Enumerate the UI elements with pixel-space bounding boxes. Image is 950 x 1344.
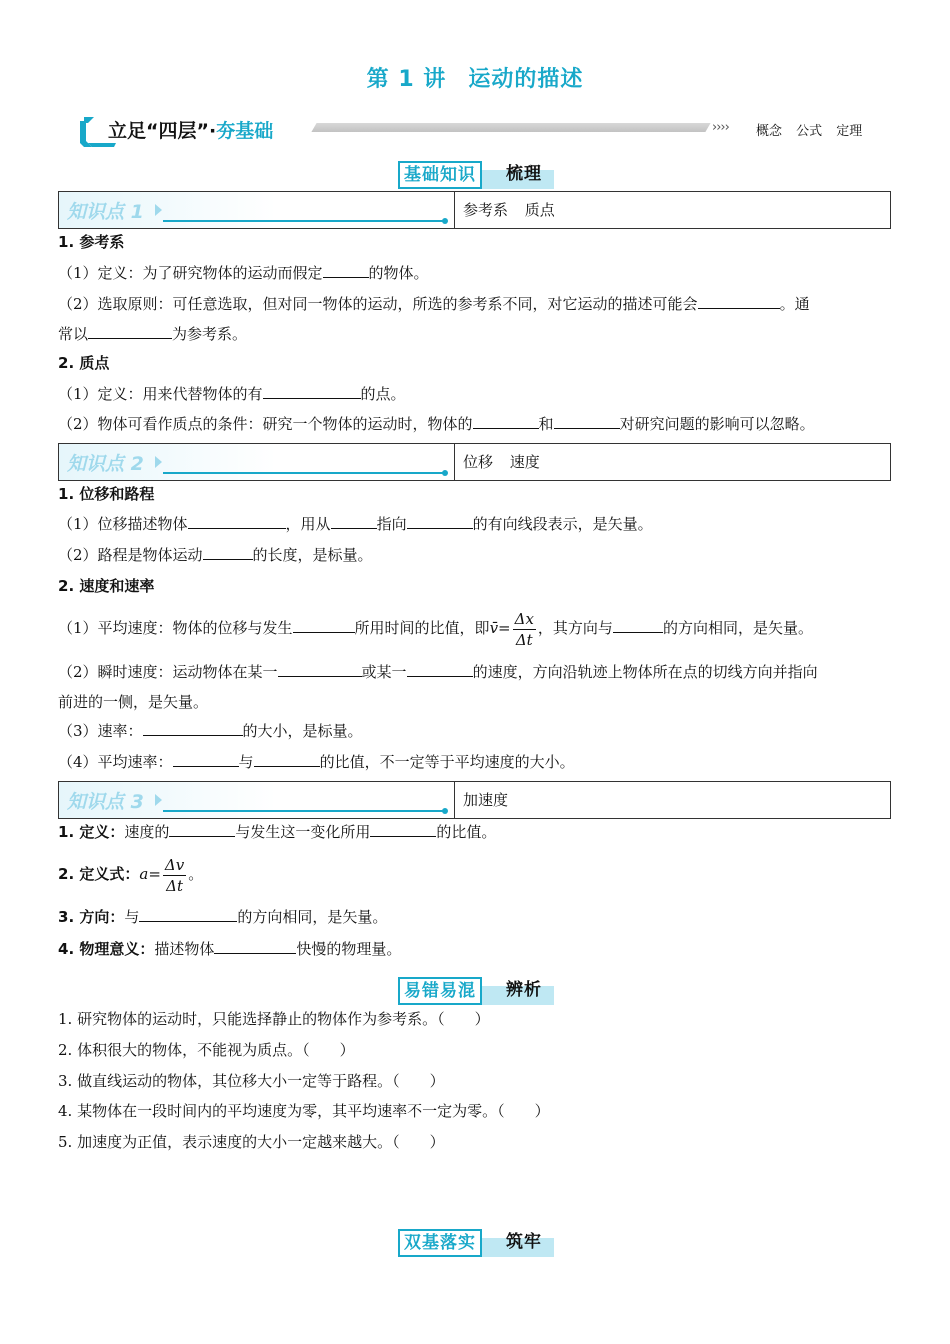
fill-blank[interactable] xyxy=(263,384,361,399)
section-heading-label: 基础知识 xyxy=(398,161,482,189)
kp3-line-3 xyxy=(58,906,892,928)
lecture-number: 第 1 讲 xyxy=(366,67,447,92)
kp2-heading-1 xyxy=(58,483,892,505)
kp-left-panel xyxy=(59,192,455,228)
text: （4）平均速率： xyxy=(58,753,173,771)
kp1-heading-2 xyxy=(58,352,892,374)
section-heading-right: 筑牢 xyxy=(506,1232,542,1252)
fill-blank[interactable] xyxy=(169,822,235,837)
kp-left-panel xyxy=(59,444,455,480)
text: 的大小，是标量。 xyxy=(242,722,363,740)
fill-blank[interactable] xyxy=(173,752,239,767)
knowledge-point-3-header xyxy=(58,781,891,819)
kp-label: 知识点 3 xyxy=(67,791,144,813)
kp3-line-2 xyxy=(58,852,892,896)
heading-number: 1 xyxy=(58,485,69,503)
text: 对研究问题的影响可以忽略。 xyxy=(619,415,815,433)
text: （1）定义：用来代替物体的有 xyxy=(58,385,263,403)
lecture-topic: 运动的描述 xyxy=(468,67,584,92)
kp2-line-2 xyxy=(58,544,892,566)
fill-blank[interactable] xyxy=(203,545,253,560)
fill-blank[interactable] xyxy=(278,662,362,677)
text: 。 xyxy=(188,865,204,883)
banner-dot: · xyxy=(209,120,217,142)
fill-blank[interactable] xyxy=(254,752,320,767)
avg-velocity-symbol: v̄ xyxy=(489,619,499,637)
kp3-line-1 xyxy=(58,821,892,843)
kp1-line-3 xyxy=(58,323,892,345)
kp1-line-4 xyxy=(58,383,892,405)
fill-blank[interactable] xyxy=(407,514,473,529)
kp2-line-3 xyxy=(58,606,892,650)
heading-number: 1 xyxy=(58,233,69,251)
text: （2）物体可看作质点的条件：研究一个物体的运动时，物体的 xyxy=(58,415,473,433)
kp2-line-7 xyxy=(58,751,892,773)
kp2-line-6 xyxy=(58,720,892,742)
text: 或某一 xyxy=(361,663,407,681)
heading-text: . 定义式： xyxy=(68,865,140,883)
heading-text: . 物理意义： xyxy=(68,940,155,958)
section-heading-right: 梳理 xyxy=(506,164,542,184)
heading-number: 2 xyxy=(58,577,69,595)
text: 常以 xyxy=(58,325,89,343)
fill-blank[interactable] xyxy=(293,618,355,633)
heading-number: 4 xyxy=(58,940,69,958)
fill-blank[interactable] xyxy=(331,514,377,529)
fill-blank[interactable] xyxy=(214,939,296,954)
fraction-numerator: Δx xyxy=(514,609,534,628)
banner-chevrons: ›››› xyxy=(712,120,729,135)
text: （1）定义：为了研究物体的运动而假定 xyxy=(58,264,323,282)
kp2-heading-2 xyxy=(58,575,892,597)
kp1-line-1 xyxy=(58,262,892,284)
fill-blank[interactable] xyxy=(323,263,369,278)
heading-text: . 参考系 xyxy=(68,233,125,251)
text: （1）位移描述物体 xyxy=(58,515,188,533)
heading-text: . 质点 xyxy=(68,354,110,372)
heading-number: 2 xyxy=(58,354,69,372)
text: ，其方向与 xyxy=(537,619,613,637)
judgement-item-5: 5. 加速度为正值，表示速度的大小一定越来越大。（ ） xyxy=(58,1133,445,1151)
text: 的方向相同，是矢量。 xyxy=(237,908,388,926)
heading-text: . 方向： xyxy=(68,908,125,926)
section-heading-practice xyxy=(398,1229,558,1259)
text: ，用从 xyxy=(285,515,331,533)
text: 的长度，是标量。 xyxy=(252,546,373,564)
kp-underline xyxy=(163,472,445,474)
kp-arrow-icon xyxy=(155,794,162,806)
text: 和 xyxy=(538,415,554,433)
banner-tags: 概念 公式 定理 xyxy=(756,124,863,139)
text: 的方向相同，是矢量。 xyxy=(662,619,813,637)
section-heading-label: 双基落实 xyxy=(398,1229,482,1257)
judgement-item-2: 2. 体积很大的物体，不能视为质点。（ ） xyxy=(58,1041,355,1059)
text: （2）瞬时速度：运动物体在某一 xyxy=(58,663,278,681)
kp-dot-icon xyxy=(442,218,448,224)
fill-blank[interactable] xyxy=(473,414,539,429)
heading-number: 3 xyxy=(58,908,69,926)
fraction-numerator: Δv xyxy=(164,855,185,874)
text: （2）选取原则：可任意选取，但对同一物体的运动，所选的参考系不同，对它运动的描述可能会 xyxy=(58,295,698,313)
kp3-line-4 xyxy=(58,938,892,960)
kp-title: 参考系 质点 xyxy=(463,201,555,219)
fraction-dv-dt xyxy=(163,855,186,896)
heading-number: 2 xyxy=(58,865,69,883)
kp1-line-2 xyxy=(58,293,892,315)
fill-blank[interactable] xyxy=(139,907,237,922)
fill-blank[interactable] xyxy=(554,414,620,429)
fraction-dx-dt xyxy=(513,609,536,650)
heading-text: . 位移和路程 xyxy=(68,485,155,503)
text: 。通 xyxy=(779,295,810,313)
knowledge-point-2-header xyxy=(58,443,891,481)
text: 描述物体 xyxy=(154,940,215,958)
text: 与 xyxy=(238,753,254,771)
text: 速度的 xyxy=(124,823,170,841)
chapter-banner xyxy=(78,113,878,147)
fraction-denominator: Δt xyxy=(166,876,183,895)
kp1-line-5 xyxy=(58,413,892,435)
section-heading-label: 易错易混 xyxy=(398,977,482,1005)
text: 的点。 xyxy=(360,385,406,403)
kp1-heading-1 xyxy=(58,231,892,253)
kp-title: 加速度 xyxy=(463,791,509,809)
text: 与 xyxy=(124,908,140,926)
banner-title xyxy=(108,116,273,143)
judgement-item-1: 1. 研究物体的运动时，只能选择静止的物体作为参考系。（ ） xyxy=(58,1010,490,1028)
text: 为参考系。 xyxy=(172,325,248,343)
acceleration-symbol: a xyxy=(139,865,149,883)
banner-quote: “四层” xyxy=(146,120,209,142)
text: 快慢的物理量。 xyxy=(296,940,402,958)
lecture-title xyxy=(0,62,950,93)
kp2-line-1 xyxy=(58,513,892,535)
text: 的物体。 xyxy=(368,264,429,282)
text: （1）平均速度：物体的位移与发生 xyxy=(58,619,293,637)
text: 所用时间的比值，即 xyxy=(354,619,490,637)
text: （2）路程是物体运动 xyxy=(58,546,203,564)
kp-label: 知识点 1 xyxy=(67,201,144,223)
text: 的速度，方向沿轨迹上物体所在点的切线方向并指向 xyxy=(472,663,818,681)
fill-blank[interactable] xyxy=(613,618,663,633)
text: 的比值，不一定等于平均速度的大小。 xyxy=(319,753,575,771)
kp-underline xyxy=(163,220,445,222)
kp-dot-icon xyxy=(442,470,448,476)
kp-underline xyxy=(163,810,445,812)
kp2-line-5: 前进的一侧，是矢量。 xyxy=(58,693,209,711)
heading-text: . 定义： xyxy=(68,823,125,841)
judgement-item-4: 4. 某物体在一段时间内的平均速度为零，其平均速率不一定为零。（ ） xyxy=(58,1102,550,1120)
section-heading-pitfalls xyxy=(398,977,558,1007)
equals-sign: = xyxy=(148,865,161,883)
equals-sign: = xyxy=(498,619,511,637)
fill-blank[interactable] xyxy=(407,662,473,677)
kp-dot-icon xyxy=(442,808,448,814)
kp-title: 位移 速度 xyxy=(463,453,540,471)
fill-blank[interactable] xyxy=(698,294,780,309)
section-heading-basics xyxy=(398,161,558,191)
section-heading-right: 辨析 xyxy=(506,980,542,1000)
text: 指向 xyxy=(376,515,407,533)
kp-arrow-icon xyxy=(155,456,162,468)
text: （3）速率： xyxy=(58,722,143,740)
kp-label: 知识点 2 xyxy=(67,453,144,475)
kp-left-panel xyxy=(59,782,455,818)
kp-arrow-icon xyxy=(155,204,162,216)
fill-blank[interactable] xyxy=(370,822,436,837)
heading-text: . 速度和速率 xyxy=(68,577,155,595)
judgement-item-3: 3. 做直线运动的物体，其位移大小一定等于路程。（ ） xyxy=(58,1072,445,1090)
banner-bar xyxy=(311,123,710,132)
fraction-denominator: Δt xyxy=(515,630,533,649)
banner-pre: 立足 xyxy=(108,120,147,142)
text: 的有向线段表示，是矢量。 xyxy=(472,515,653,533)
fill-blank[interactable] xyxy=(188,514,286,529)
text: 与发生这一变化所用 xyxy=(235,823,371,841)
fill-blank[interactable] xyxy=(88,324,172,339)
fill-blank[interactable] xyxy=(143,721,243,736)
knowledge-point-1-header xyxy=(58,191,891,229)
banner-accent: 夯基础 xyxy=(216,120,274,142)
text: 的比值。 xyxy=(436,823,497,841)
heading-number: 1 xyxy=(58,823,69,841)
kp2-line-4 xyxy=(58,661,892,683)
